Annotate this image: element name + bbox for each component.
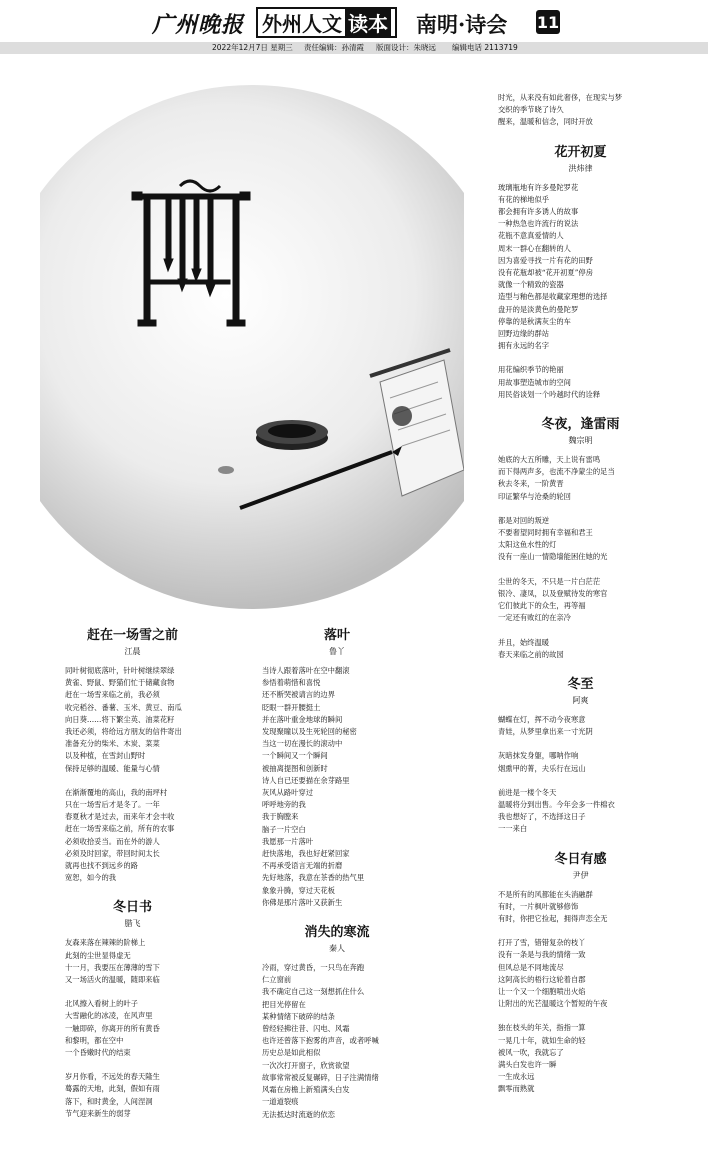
column-tag: 读本 xyxy=(345,8,391,37)
poem-line: 时光，从来没有如此奢侈，在现实与梦 xyxy=(498,93,623,102)
poem-line: 青娃，从梦里拿出来一寸光阴 xyxy=(498,727,593,737)
poem-line: 用民俗谈划一个吟越时代的诠释 xyxy=(498,389,601,399)
poem-stanza xyxy=(498,364,663,401)
poem-line: 周末一群心在翻转的人 xyxy=(498,243,571,253)
poem-line: 并在落叶重金地球的瞬间 xyxy=(262,714,343,724)
poem-author: 秦人 xyxy=(329,944,345,954)
poem-line: 宽恕，如今的我 xyxy=(65,873,117,883)
poem-line: 这阿高长的梧行这轮着自郡 xyxy=(498,974,586,984)
poem-line: 你佛是那片落叶又获新生 xyxy=(262,897,343,907)
poem-line: 脑子一片空白 xyxy=(262,824,306,834)
poem-stanza xyxy=(262,665,412,909)
ink-wash-illustration xyxy=(40,82,464,612)
poem-line: 我于胸膛来 xyxy=(262,812,299,822)
poem-line: 先好地落，我意在茶香的热气里 xyxy=(262,873,365,883)
editor-credit: 责任编辑：孙清霞 xyxy=(304,43,364,52)
poem-line: 历史总是如此相似 xyxy=(262,1048,321,1058)
poem-line: 一定还有败红的在亲冷 xyxy=(498,613,571,623)
poem-line: 玻璃瓶地有许多曼陀罗花 xyxy=(498,182,579,192)
poem-line: 太阳这鱼水性的灯 xyxy=(498,540,557,550)
poem-line: 有花的梯地似乎 xyxy=(498,194,550,204)
poem-stanza xyxy=(65,787,200,885)
poem-line: 灰风从路叶穿过 xyxy=(262,788,314,798)
poem-dongye xyxy=(498,413,663,661)
poem-line: 仁立窗前 xyxy=(262,975,292,985)
poem-line: 就像一个精致的瓷器 xyxy=(498,280,564,290)
poem-line: 被风一吹，我就忘了 xyxy=(498,1047,564,1057)
poem-line: 落下，和时黄金，人间涅洞 xyxy=(65,1096,153,1106)
poem-line: 前进是一楼个冬天 xyxy=(498,787,557,797)
poem-line: 停靠的是秋满灰尘的车 xyxy=(498,316,571,326)
poem-huakai xyxy=(498,141,663,401)
poem-line: 不要奢望同时拥有幸福和君王 xyxy=(498,528,593,538)
poem-author: 鲁丫 xyxy=(329,647,345,656)
poem-line: 收完稻谷、番薯、玉米、黄豆、南瓜 xyxy=(65,702,182,712)
poem-line: 也许还曾落下抱雾的声音，或者呼喊 xyxy=(262,1036,379,1046)
poem-line: 有时，一片枫叶就够修饰 xyxy=(498,901,579,911)
poem-luoye xyxy=(262,624,412,909)
poem-line: 北风擦入看树上的叶子 xyxy=(65,999,138,1009)
poem-title: 花开初夏 xyxy=(554,144,607,160)
poem-line: 都会拥有许多诱人的故事 xyxy=(498,207,579,217)
poem-line: 烟熏甲的菁，夫乐行在远山 xyxy=(498,763,586,773)
poem-line: 无法抵达时流逝的依恋 xyxy=(262,1109,335,1119)
poem-line: 一触即碎，你离开的所有黄昏 xyxy=(65,1023,160,1033)
poem-line: 一道道裂痕 xyxy=(262,1097,299,1107)
poem-author: 尹伊 xyxy=(572,870,589,880)
poem-line: 赶在一场雪来临之前，我必须 xyxy=(65,690,160,700)
poem-line: 某种情绪下破碎的结条 xyxy=(262,1011,335,1021)
poem-line: 我也想好了，不选择这日子 xyxy=(498,812,586,822)
poem-line: 准备充分的柴米、木炭、菜菜 xyxy=(65,739,160,749)
poem-line: 和黎明，都在空中 xyxy=(65,1035,124,1045)
poem-line: 岁月你看，不远处的春天隆生 xyxy=(65,1072,160,1082)
poem-line: 一一来白 xyxy=(498,824,528,834)
poem-line: 让一个又一个细胞喷出火焰 xyxy=(498,986,586,996)
poem-line: 此刻的尘世显得虚无 xyxy=(65,950,131,960)
poem-line: 被抽离提图和创新时 xyxy=(262,763,328,773)
ink-stone-icon xyxy=(256,420,328,450)
poem-line: 打开了雪，错错复杂的枝丫 xyxy=(498,938,586,948)
poem-line: 只在一场雪后才是冬了。一年 xyxy=(65,800,160,810)
issue-date: 2022年12月7日 星期三 xyxy=(212,43,293,52)
poem-author: 魏宗明 xyxy=(568,436,593,446)
poem-line: 春天来临之前的故园 xyxy=(498,649,564,659)
poem-line: 用花编织季节的艳丽 xyxy=(498,365,564,375)
poem-line: 眨眼一群开腰挺土 xyxy=(262,702,321,712)
poem-title: 冬至 xyxy=(567,676,594,692)
poem-line: 没有一条是与我的情绪一致 xyxy=(498,950,586,960)
poem-line: 以及种植，在雪封山野时 xyxy=(65,751,146,761)
poem-line: 节气迎来新生的弱芽 xyxy=(65,1108,131,1118)
poem-line: 蝴蝶在灯，挥不动今夜寒意 xyxy=(498,714,586,724)
poem-line: 象象升腾，穿过天花板 xyxy=(262,885,335,895)
poem-line: 不再承受语言无端的折磨 xyxy=(262,861,343,871)
poem-line: 但风总是不同地流尽 xyxy=(498,962,564,972)
poem-line: 盘开的是淡黄色的曼陀罗 xyxy=(498,304,579,314)
poem-stanza xyxy=(498,515,663,564)
poem-stanza xyxy=(65,1071,200,1120)
poem-line: 我不确定自己这一刻想抓住什么 xyxy=(262,987,365,997)
ink-drop xyxy=(218,466,234,474)
poem-line: 还不断哭被请言的边界 xyxy=(262,690,335,700)
poem-line: 灰暗抹发身躯，哪呐作响 xyxy=(498,751,579,761)
poem-author: 腊飞 xyxy=(124,919,141,929)
poem-dongzhi xyxy=(498,673,663,836)
poem-line: 银冷、凄凤，以及登赋待发的寒官 xyxy=(498,588,608,598)
poem-line: 一次次打开窗子，欣赏欲望 xyxy=(262,1060,350,1070)
poem-title: 冬日书 xyxy=(112,900,152,916)
poem-line: 风霜在房檐上新殖满头白发 xyxy=(262,1085,350,1095)
poem-line: 交织的季节晓了诗久 xyxy=(498,105,564,115)
column-middle xyxy=(262,624,412,1133)
poem-stanza xyxy=(498,576,663,625)
poem-stanza xyxy=(498,787,663,836)
poem-line: 诗人自已还要描在余芽路里 xyxy=(262,775,350,785)
poem-line: 用故事塑造城市的空间 xyxy=(498,377,571,387)
poem-title: 冬夜，逢雷雨 xyxy=(541,417,620,433)
poem-line: 独在枝头的年关，指指一算 xyxy=(498,1023,586,1033)
poem-line: 参悟着萌惜和喜悦 xyxy=(262,678,321,688)
poem-line: 黄雀、野鼠、野猫们忙于储藏食物 xyxy=(65,678,175,688)
poem-line: 呼呼地旁的我 xyxy=(262,800,306,810)
poem-stanza xyxy=(65,665,200,775)
poem-line: 必须收拾妥当。而在外的游人 xyxy=(65,836,160,846)
poem-line: 不是所有的风都能在头消融群 xyxy=(498,889,593,899)
column-name: 外州人文 xyxy=(262,12,342,36)
poem-line: 都是对回的叛逆 xyxy=(498,515,550,525)
poem-xiaoshi xyxy=(262,921,412,1121)
poem-author: 阿爽 xyxy=(572,695,589,705)
poem-line: 满头白发也许一瞬 xyxy=(498,1059,557,1069)
poem-line: 并且，始终温暖 xyxy=(498,637,550,647)
poem-stanza-continued xyxy=(498,92,663,129)
poem-line: 友森来落在辣辣的阶梯上 xyxy=(65,938,146,948)
poem-line: 让附出的光芒温暖这个暂短的午夜 xyxy=(498,999,608,1009)
poem-author: 江晨 xyxy=(124,647,141,656)
poem-line: 把目光停留在 xyxy=(262,999,306,1009)
poem-line: 没有花瓶却被“花开初夏”停房 xyxy=(498,268,594,278)
poem-line: 就再也找不到远乡的路 xyxy=(65,861,138,871)
poem-stanza xyxy=(498,182,663,353)
editor-hotline: 编辑电话 2113719 xyxy=(452,43,518,52)
poem-line: 十一月，我要压在薄薄的雪下 xyxy=(65,962,160,972)
poem-line: 温暖将分到出售。今年会多一件棉衣 xyxy=(498,799,615,809)
poem-ganzai xyxy=(65,624,200,884)
section-name: 南明·诗会 xyxy=(416,12,508,37)
poem-stanza xyxy=(65,937,200,986)
column-title-box xyxy=(256,7,397,38)
poem-line: 印证繁华与沧桑的轮回 xyxy=(498,491,571,501)
poem-line: 向日葵……将下繁尘英、油菜花籽 xyxy=(65,714,175,724)
poem-line: 尘世的冬天，不只是一片白茫茫 xyxy=(498,576,601,586)
poem-line: 一生成永远 xyxy=(498,1072,535,1082)
poem-line: 因为喜爱寻找一片有花的田野 xyxy=(498,255,593,265)
poem-line: 必须及时回家，带回时间太长 xyxy=(65,848,160,858)
poem-line: 大雪融化的冰凌，在风声里 xyxy=(65,1011,153,1021)
poem-line: 我还必须，将给远方朋友的信件寄出 xyxy=(65,727,182,737)
designer-credit: 版面设计：朱晓远 xyxy=(376,43,436,52)
wash-circle xyxy=(40,85,464,609)
poem-stanza xyxy=(498,750,663,774)
poem-stanza xyxy=(498,937,663,1010)
poem-line: 保持足够的温暖、能量与心情 xyxy=(65,763,160,773)
poem-line: 同叶树彻底落叶，针叶树继续翠绿 xyxy=(65,666,175,675)
poem-title: 落叶 xyxy=(323,628,350,643)
poem-line: 赶在一场雪来临之前，所有的农事 xyxy=(65,824,175,834)
poem-title: 赶在一场雪之前 xyxy=(86,628,178,643)
poem-line: 花瓶不意真爱情的人 xyxy=(498,231,564,241)
poem-line: 而下得两声多，也流不净蒙尘的足当 xyxy=(498,467,615,477)
poem-line: 冷雨，穿过黄昏，一只鸟在奔跑 xyxy=(262,963,365,973)
poem-line: 当这一切在漫长的滚动中 xyxy=(262,739,343,749)
poem-line: 她底的大五所雕，天上说有雷鸣 xyxy=(498,455,601,465)
poem-line: 发现聚瞳以及生死轮回的秘密 xyxy=(262,727,357,737)
poem-line: 一个瞬间又一个瞬间 xyxy=(262,751,328,761)
poem-dongriyougan xyxy=(498,848,663,1096)
poem-line: 曾经轻拂往昔、闪电、风霜 xyxy=(262,1024,350,1034)
poem-stanza xyxy=(262,962,412,1121)
poem-line: 一晃几十年，就如生命的轻 xyxy=(498,1035,586,1045)
info-bar xyxy=(0,42,708,54)
poem-author: 洪炜律 xyxy=(568,163,593,173)
poem-line: 又一场活火的温暖，随即来临 xyxy=(65,975,160,985)
poem-line: 秋去冬来，一阶黄晋 xyxy=(498,479,564,489)
poem-line: 赶快落地，我也好赶紧回家 xyxy=(262,849,350,859)
poem-line: 在渐渐覆地的高山，我的南坪村 xyxy=(65,787,168,797)
poem-stanza xyxy=(498,889,663,926)
poem-line: 春夏秋才是过去，而来年才会丰收 xyxy=(65,812,175,822)
poem-line: 我愿那一片落叶 xyxy=(262,836,314,846)
column-left xyxy=(65,624,200,1132)
poem-line: 故事常常被反复碾碎，日子注满情绪 xyxy=(262,1072,379,1082)
poem-stanza xyxy=(498,454,663,503)
poem-stanza xyxy=(65,998,200,1059)
poem-line: 拥有永远的名字 xyxy=(498,341,550,351)
column-right xyxy=(498,92,663,1108)
paper-name: 广州晚报 xyxy=(152,12,245,38)
page-number: 11 xyxy=(536,10,560,34)
poem-dongrishu xyxy=(65,896,200,1120)
poem-stanza xyxy=(498,714,663,738)
poem-line: 一个昏嫩时代的结束 xyxy=(65,1048,131,1058)
masthead xyxy=(0,0,708,44)
poem-line: 回野边缘的群站 xyxy=(498,329,550,339)
poem-line: 蓦露的天地，此刻，假如有雨 xyxy=(65,1084,160,1094)
poem-stanza xyxy=(498,1022,663,1095)
poem-line: 飘零而熟就 xyxy=(498,1084,535,1094)
poem-line: 有时，你把它捡起，拥得声恋全无 xyxy=(498,913,608,923)
poem-title: 消失的寒流 xyxy=(304,925,370,941)
poem-stanza xyxy=(498,637,663,661)
poem-line: 一种热急也许流行的说法 xyxy=(498,219,579,229)
poem-title: 冬日有感 xyxy=(554,851,607,867)
poem-line: 醒来，温暖和信念，同时开放 xyxy=(498,117,593,127)
poem-line: 没有一座山一情隐墙能困住她的光 xyxy=(498,552,608,562)
poem-line: 造型与釉色都是收藏家理想的选择 xyxy=(498,292,608,302)
poem-line: 当诗人跟着落叶在空中翻滚 xyxy=(262,666,350,675)
poem-line: 它们彼此下的众生，再等福 xyxy=(498,601,586,611)
